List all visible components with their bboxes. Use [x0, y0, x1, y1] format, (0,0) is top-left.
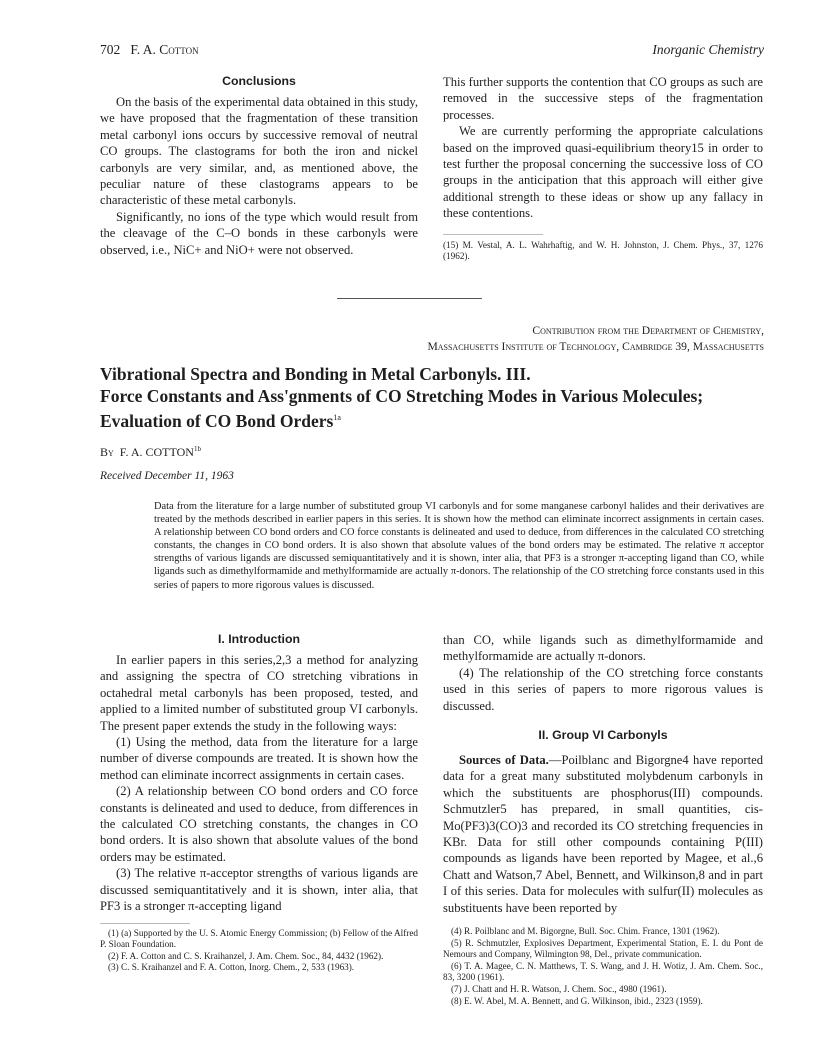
footnotes-left — [100, 928, 418, 974]
prev-article-right-column — [443, 74, 763, 263]
byline-by: By — [100, 445, 114, 459]
intro-paragraph: (4) The relationship of the CO stretching force constants used in this series of papers to more rigorous values is discussed. — [443, 665, 763, 713]
footnotes-right — [443, 926, 763, 1007]
title-superscript: 1a — [333, 413, 341, 422]
running-author: F. A. Cotton — [130, 42, 199, 57]
group-vi-heading: II. Group VI Carbonyls — [538, 728, 668, 743]
conclusions-heading: Conclusions — [222, 74, 296, 88]
footnote-divider — [443, 234, 543, 235]
byline-author: F. A. COTTON — [119, 445, 194, 459]
page-number: 702 — [100, 42, 121, 57]
article-separator-rule — [337, 298, 482, 299]
footnote: (5) R. Schmutzler, Explosives Department, Experimental Station, E. I. du Pont de Nemours and Company, Wilmington 98, Del., private communication. — [443, 937, 763, 960]
intro-paragraph-continued: than CO, while ligands such as dimethylformamide and methylformamide are actually π-donors. — [443, 633, 763, 664]
intro-paragraph: In earlier papers in this series,2,3 a method for analyzing and assigning the spectra of CO stretching vibrations in octahedral metal carbonyls has been proposed, tested, and applied to a limited number of substituted group VI carbonyls. The present paper extends the study in the following ways: — [100, 653, 418, 733]
sources-text: —Poilblanc and Bigorgne4 have reported data for a great many substituted molybdenum carbonyls in which the substituents are phosphorus(III) compounds. Schmutzler5 has prepared, in small quantities, cis-Mo(PF3)3(CO)3 and recorded its CO stretching frequencies in KBr. Data for still other compounds containing P(III) compounds as ligands have been reported by Magee, et al.,6 Chatt and Watson,7 Abel, Bennett, and Wilkinson,8 and in part I of this series. Data for molecules with sulfur(II) molecules as substituents have been reported by — [443, 753, 763, 915]
intro-paragraph: (1) Using the method, data from the literature for a large number of diverse compounds are treated. It is shown how the method can eliminate incorrect assignments in certain cases. — [100, 735, 418, 782]
byline-superscript: 1b — [193, 445, 201, 453]
title-line: Force Constants and Ass'gnments of CO Stretching Modes in Various Molecules; — [100, 385, 704, 406]
title-line: Evaluation of CO Bond Orders — [100, 410, 334, 431]
group-vi-paragraph — [443, 752, 763, 916]
conclusions-paragraph: On the basis of the experimental data obtained in this study, we have proposed that the fragmentation of these transition metal carbonyl ions occurs by successive removal of neutral CO groups. The clastograms for both the iron and nickel carbonyls are very similar, and, as mentioned above, the peculiar nature of these clastograms appears to be characteristic of these metal carbonyls. — [100, 95, 418, 208]
prev-article-left-column — [100, 74, 418, 258]
footnote: (15) M. Vestal, A. L. Wahrhaftig, and W. H. Johnston, J. Chem. Phys., 37, 1276 (1962). — [443, 239, 763, 262]
conclusions-paragraph: This further supports the contention that CO groups as such are removed in the successive steps of the fragmentation processes. — [443, 75, 763, 122]
journal-name: Inorganic Chemistry — [652, 42, 764, 57]
footnote: (2) F. A. Cotton and C. S. Kraihanzel, J. Am. Chem. Soc., 84, 4432 (1962). — [108, 950, 384, 961]
footnote: (7) J. Chatt and H. R. Watson, J. Chem. Soc., 4980 (1961). — [451, 984, 667, 995]
intro-paragraph: (3) The relative π-acceptor strengths of various ligands are discussed semiquantitatively and it is shown, inter alia, that PF3 is a stronger π-accepting ligand — [100, 866, 418, 914]
contribution-line: Contribution from the Department of Chemistry, — [532, 324, 764, 337]
footnote: (3) C. S. Kraihanzel and F. A. Cotton, Inorg. Chem., 2, 533 (1963). — [108, 962, 355, 973]
article-title — [100, 364, 780, 432]
conclusions-paragraph: Significantly, no ions of the type which would result from the cleavage of the C–O bonds in these carbonyls were observed, i.e., NiC+ and NiO+ were not observed. — [100, 209, 418, 257]
running-header-left — [100, 42, 199, 58]
footnote: (6) T. A. Magee, C. N. Matthews, T. S. Wang, and J. H. Wotiz, J. Am. Chem. Soc., 83, 3200 (1961). — [443, 960, 763, 983]
received-date: Received December 11, 1963 — [100, 470, 234, 482]
footnote: (1) (a) Supported by the U. S. Atomic Energy Commission; (b) Fellow of the Alfred P. Sloan Foundation. — [100, 927, 418, 950]
conclusions-paragraph: We are currently performing the appropriate calculations based on the improved quasi-equilibrium theory15 in order to test further the proposal concerning the successive loss of CO groups in the anticipation that this approach will either give additional strength to these ideas or show up any fallacy in these contentions. — [443, 124, 763, 221]
intro-paragraph: (2) A relationship between CO bond orders and CO force constants is delineated and used to deduce, from differences in the calculated CO stretching constants, the changes in CO bond orders. It is also shown that absolute values of the bond orders may be estimated. — [100, 784, 418, 864]
footnote: (8) E. W. Abel, M. A. Bennett, and G. Wilkinson, ibid., 2323 (1959). — [451, 995, 703, 1006]
contribution-block — [427, 323, 764, 355]
byline — [100, 445, 201, 460]
sources-lead: Sources of Data. — [459, 753, 549, 768]
contribution-line: Massachusetts Institute of Technology, Cambridge 39, Massachusetts — [427, 340, 764, 353]
footnote: (4) R. Poilblanc and M. Bigorgne, Bull. Soc. Chim. France, 1301 (1962). — [451, 926, 720, 937]
footnote-divider — [100, 923, 190, 924]
title-line: Vibrational Spectra and Bonding in Metal Carbonyls. III. — [100, 364, 531, 384]
introduction-heading: I. Introduction — [218, 632, 300, 646]
introduction-left-column — [100, 632, 418, 974]
abstract: Data from the literature for a large number of substituted group VI carbonyls and for some manganese carbonyl halides and their derivatives are treated by the methods described in earlier papers in this series. It is shown how the method can eliminate incorrect assignments in certain cases. A relationship between CO bond orders and CO force constants is delineated and used to deduce, from differences in the calculated CO stretching constants, the changes in CO bond orders. It is also shown that absolute values of the bond orders may be estimated. The relative π acceptor strengths of various ligands are discussed semiquantitatively and it is shown, inter alia, that PF3 is a stronger π-accepting ligand than CO, while ligands such as dimethylformamide and methylformamide are actually π-donors. The relationship of the CO stretching force constants used in this series of papers to more rigorous values is discussed. — [154, 501, 764, 591]
right-column — [443, 632, 763, 1007]
